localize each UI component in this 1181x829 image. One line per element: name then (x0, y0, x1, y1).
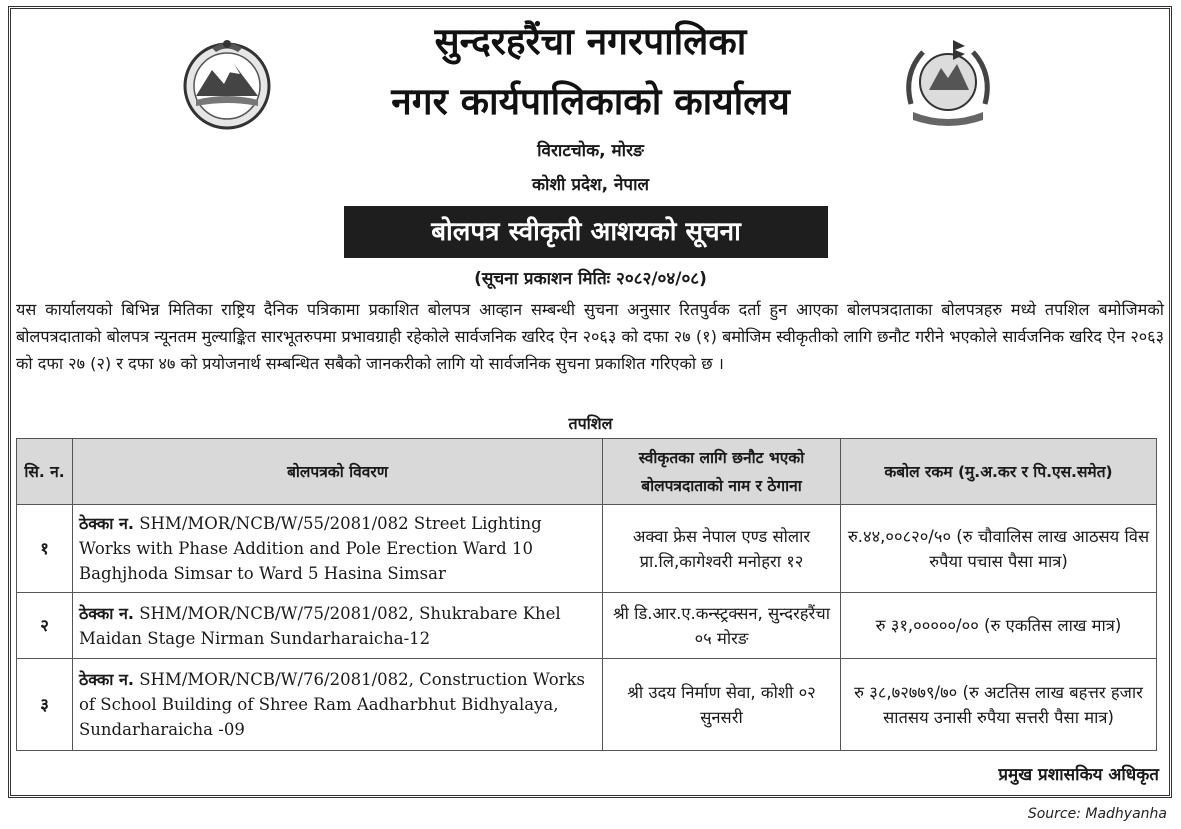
notice-body: यस कार्यालयको बिभिन्न मितिका राष्ट्रिय दैनिक पत्रिकामा प्रकाशित बोलपत्र आव्हान सम्बन्धी सुचना अनुसार रितपुर्वक दर्ता हुन आएका बोलपत्रदाताका बोलपत्रहरु मध्ये तपशिल बमोजिमको बोलपत्रदाताको बोलपत्र न्यूनतम मुल्याङ्कित सारभूतरुपमा प्रभावग्राही रहेकोले सार्वजनिक खरिद ऐन २०६३ को दफा २७ (१) बमोजिम स्वीकृतीको लागि छनौट गरीने भएकोले सार्वजनिक खरिद ऐन २०६३ को दफा २७ (२) र दफा ४७ को प्रयोजनार्थ सम्बन्धित सबैको जानकरीको लागि यो सार्वजनिक सुचना प्रकाशित गरिएको छ । (16, 300, 1164, 373)
header-amount: कबोल रकम (मु.अ.कर र पि.एस.समेत) (841, 439, 1157, 505)
contract-label: ठेक्का न. (79, 670, 134, 689)
contract-label: ठेक्का न. (79, 514, 134, 533)
address-line-2: कोशी प्रदेश, नेपाल (532, 175, 649, 195)
row-amount: रु ३१,०००००/०० (रु एकतिस लाख मात्र) (841, 593, 1157, 659)
bid-table (16, 438, 1157, 751)
table-caption: तपशिल (568, 414, 613, 433)
contract-label: ठेक्का न. (79, 603, 134, 623)
row-bidder: श्री डि.आर.ए.कन्स्ट्रक्सन, सुन्दरहरैंचा ०५ मोरङ (603, 593, 841, 659)
table-header-row (17, 439, 1157, 505)
notice-heading-banner: बोलपत्र स्वीकृती आशयको सूचना (344, 206, 828, 258)
contract-text: SHM/MOR/NCB/W/55/2081/082 Street Lighting Works with Phase Addition and Pole Erection Ward 10 Baghjhoda Simsar to Ward 5 Hasina Simsar (79, 514, 542, 583)
municipality-title: सुन्दरहरैंचा नगरपालिका (434, 20, 747, 63)
row-sn: १ (17, 505, 73, 593)
contract-text: SHM/MOR/NCB/W/76/2081/082, Construction Works of School Building of Shree Ram Aadharbhut Bidhyalaya, Sundarharaicha -09 (79, 670, 586, 739)
table-row (17, 505, 1157, 593)
header-description: बोलपत्रको विवरण (73, 439, 603, 505)
header-sn: सि. न. (17, 439, 73, 505)
contract-text: SHM/MOR/NCB/W/75/2081/082, Shukrabare Khel Maidan Stage Nirman Sundarharaicha-12 (79, 603, 561, 648)
header-bidder: स्वीकृतका लागि छनौट भएको बोलपत्रदाताको नाम र ठेगाना (603, 439, 841, 505)
row-sn: २ (17, 593, 73, 659)
address-line-1: विराटचोक, मोरङ (537, 141, 644, 161)
table-row (17, 593, 1157, 659)
table-row (17, 659, 1157, 751)
row-sn: ३ (17, 659, 73, 751)
row-amount: रु ३८,७२७७९/७० (रु अटतिस लाख बहत्तर हजार सातसय उनासी रुपैया सत्तरी पैसा मात्र) (841, 659, 1157, 751)
publication-date: (सूचना प्रकाशन मितिः २०८२/०४/०८) (474, 269, 707, 289)
row-amount: रु.४४,००८२०/५० (रु चौवालिस लाख आठसय विस रुपैया पचास पैसा मात्र) (841, 505, 1157, 593)
row-description (73, 505, 603, 593)
office-title: नगर कार्यपालिकाको कार्यालय (391, 80, 790, 123)
row-bidder: अक्वा फ्रेस नेपाल एण्ड सोलार प्रा.लि,कागेश्वरी मनोहरा १२ (603, 505, 841, 593)
row-bidder: श्री उदय निर्माण सेवा, कोशी ०२ सुनसरी (603, 659, 841, 751)
row-description (73, 659, 603, 751)
source-credit: Source: Madhyanha (1027, 806, 1167, 822)
row-description (73, 593, 603, 659)
signatory: प्रमुख प्रशासकिय अधिकृत (998, 765, 1159, 785)
